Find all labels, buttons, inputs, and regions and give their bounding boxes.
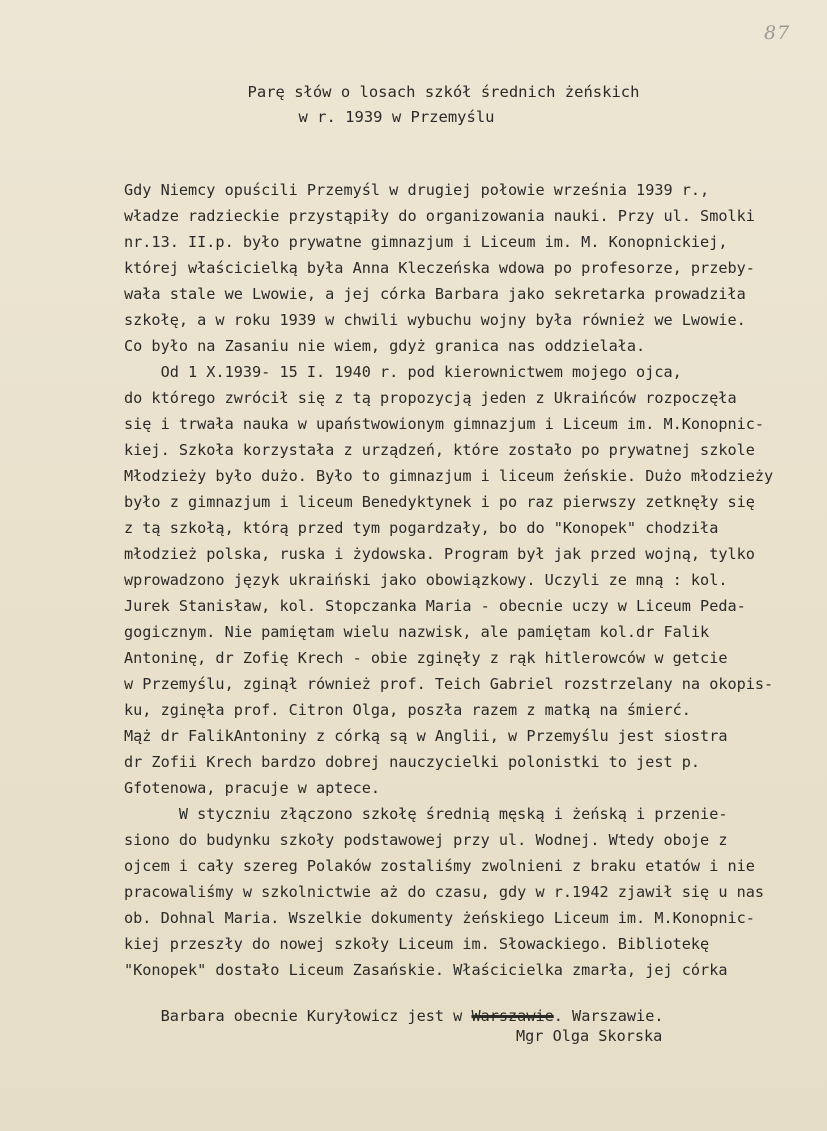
document-title-line-1: Parę słów o losach szkół średnich żeńskich bbox=[247, 83, 640, 101]
body-line: władze radzieckie przystąpiły do organizowania nauki. Przy ul. Smolki bbox=[124, 207, 755, 225]
body-line: z tą szkołą, którą przed tym pogardzały, bo do "Konopek" chodziła bbox=[124, 519, 719, 537]
body-line: młodzież polska, ruska i żydowska. Program był jak przed wojną, tylko bbox=[124, 545, 755, 563]
body-line: się i trwała nauka w upaństwowionym gimnazjum i Liceum im. M.Konopnic- bbox=[124, 415, 765, 433]
body-line: było z gimnazjum i liceum Benedyktynek i po raz pierwszy zetknęły się bbox=[124, 493, 755, 511]
body-line: Antoninę, dr Zofię Krech - obie zginęły z rąk hitlerowców w getcie bbox=[124, 649, 728, 667]
body-line: wała stale we Lwowie, a jej córka Barbara jako sekretarka prowadziła bbox=[124, 285, 746, 303]
body-line: W styczniu złączono szkołę średnią męską i żeńską i przenie- bbox=[124, 805, 728, 823]
body-line: Młodzieży było dużo. Było to gimnazjum i liceum żeńskie. Dużo młodzieży bbox=[124, 467, 774, 485]
body-line: wprowadzono język ukraiński jako obowiązkowy. Uczyli ze mną : kol. bbox=[124, 571, 728, 589]
body-line: Mąż dr FalikAntoniny z córką są w Anglii, w Przemyślu jest siostra bbox=[124, 727, 728, 745]
last-line-before: Barbara obecnie Kuryłowicz jest w bbox=[160, 1007, 472, 1025]
body-line: w Przemyślu, zginął również prof. Teich Gabriel rozstrzelany na okopis- bbox=[124, 675, 774, 693]
body-line: Od 1 X.1939- 15 I. 1940 r. pod kierownictwem mojego ojca, bbox=[124, 363, 682, 381]
page-number: 87 bbox=[764, 22, 791, 44]
body-line: "Konopek" dostało Liceum Zasańskie. Właścicielka zmarła, jej córka bbox=[124, 961, 728, 979]
body-line: pracowaliśmy w szkolnictwie aż do czasu, gdy w r.1942 zjawił się u nas bbox=[124, 883, 765, 901]
signature: Mgr Olga Skorska bbox=[516, 1027, 663, 1045]
body-line: szkołę, a w roku 1939 w chwili wybuchu wojny była również we Lwowie. bbox=[124, 311, 746, 329]
body-line: Co było na Zasaniu nie wiem, gdyż granica nas oddzielała. bbox=[124, 337, 646, 355]
body-line: Gdy Niemcy opuścili Przemyśl w drugiej połowie września 1939 r., bbox=[124, 181, 710, 199]
body-line: Jurek Stanisław, kol. Stopczanka Maria - obecnie uczy w Liceum Peda- bbox=[124, 597, 746, 615]
body-line: siono do budynku szkoły podstawowej przy ul. Wodnej. Wtedy oboje z bbox=[124, 831, 728, 849]
document-title-line-2: w r. 1939 w Przemyślu bbox=[298, 108, 495, 126]
body-line: której właścicielką była Anna Kleczeńska wdowa po profesorze, przeby- bbox=[124, 259, 755, 277]
body-line: kiej przeszły do nowej szkoły Liceum im. Słowackiego. Bibliotekę bbox=[124, 935, 710, 953]
body-line: Gfotenowa, pracuje w aptece. bbox=[124, 779, 381, 797]
body-line: ojcem i cały szereg Polaków zostaliśmy zwolnieni z braku etatów i nie bbox=[124, 857, 755, 875]
last-line-after: . Warszawie. bbox=[553, 1007, 664, 1025]
body-line: dr Zofii Krech bardzo dobrej nauczycielki polonistki to jest p. bbox=[124, 753, 701, 771]
body-line: do którego zwrócił się z tą propozycją jeden z Ukraińców rozpoczęła bbox=[124, 389, 737, 407]
body-line: kiej. Szkoła korzystała z urządzeń, które zostało po prywatnej szkole bbox=[124, 441, 755, 459]
body-line: ku, zginęła prof. Citron Olga, poszła razem z matką na śmierć. bbox=[124, 701, 691, 719]
body-line: nr.13. II.p. było prywatne gimnazjum i Liceum im. M. Konopnickiej, bbox=[124, 233, 728, 251]
struck-word: Warszawie bbox=[471, 1007, 554, 1025]
body-line: ob. Dohnal Maria. Wszelkie dokumenty żeńskiego Liceum im. M.Konopnic- bbox=[124, 909, 755, 927]
body-line: gogicznym. Nie pamiętam wielu nazwisk, ale pamiętam kol.dr Falik bbox=[124, 623, 710, 641]
